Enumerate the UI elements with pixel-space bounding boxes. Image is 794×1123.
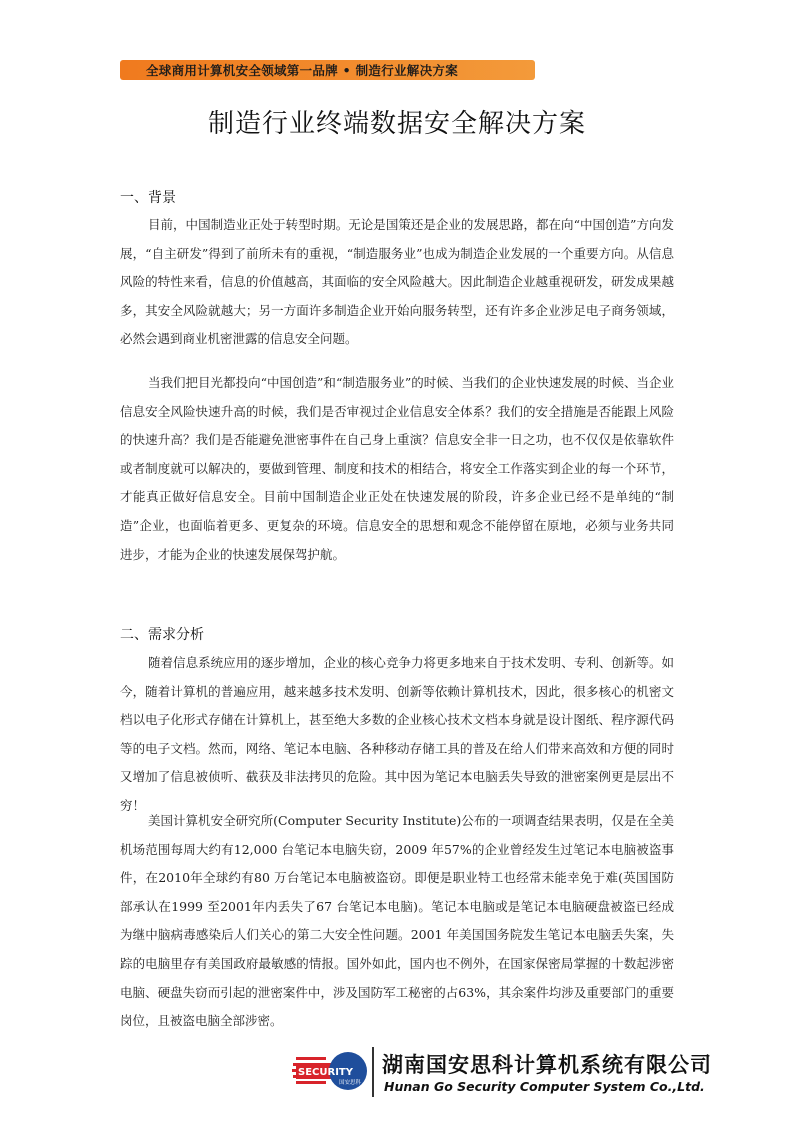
company-name-cn: 湖南国安思科计算机系统有限公司: [382, 1053, 712, 1077]
paragraph-background-2: 当我们把目光都投向“中国创造”和“制造服务业”的时候、当我们的企业快速发展的时候、当企业信息安全风险快速升高的时候，我们是否审视过企业信息安全体系？我们的安全措施是否能跟上风险的快速升高？我们是否能避免泄密事件在自己身上重演？信息安全非一日之功，也不仅仅是依靠软件或者制度就可以解决的，要做到管理、制度和技术的相结合，将安全工作落实到企业的每一个环节，才能真正做好信息安全。目前中国制造企业正处在快速发展的阶段，许多企业已经不是单纯的“制造”企业，也面临着更多、更复杂的环境。信息安全的思想和观念不能停留在原地，必须与业务共同进步，才能为企业的快速发展保驾护航。: [120, 375, 674, 562]
document-title: 制造行业终端数据安全解决方案: [207, 109, 586, 139]
banner-text: 全球商用计算机安全领域第一品牌 • 制造行业解决方案: [146, 63, 458, 78]
paragraph-background-1: 目前，中国制造业正处于转型时期。无论是国策还是企业的发展思路，都在向“中国创造”方向发展，“自主研发”得到了前所未有的重视，“制造服务业”也成为制造企业发展的一个重要方向。从信息风险的特性来看，信息的价值越高，其面临的安全风险越大。因此制造企业越重视研发，研发成果越多，其安全风险就越大；另一方面许多制造企业开始向服务转型，还有许多企业涉足电子商务领域，必然会遇到商业机密泄露的信息安全问题。: [120, 217, 674, 347]
logo-wordmark: SECURITY: [298, 1067, 353, 1078]
company-logo: [292, 1048, 370, 1094]
header-banner: [120, 60, 535, 80]
company-footer: [292, 1043, 712, 1105]
company-name-en: Hunan Go Security Computer System Co.,Ltd.: [384, 1079, 705, 1094]
section-heading-background: 一、背景: [120, 190, 176, 206]
paragraph-requirements-1: 随着信息系统应用的逐步增加，企业的核心竞争力将更多地来自于技术发明、专利、创新等。如今，随着计算机的普遍应用，越来越多技术发明、创新等依赖计算机技术，因此，很多核心的机密文档以电子化形式存储在计算机上，甚至绝大多数的企业核心技术文档本身就是设计图纸、程序源代码等的电子文档。然而，网络、笔记本电脑、各种移动存储工具的普及在给人们带来高效和方便的同时又增加了信息被侦听、截获及非法拷贝的危险。其中因为笔记本电脑丢失导致的泄密案例更是层出不穷！: [120, 655, 674, 813]
logo-subtext: 国安思科: [339, 1080, 362, 1086]
footer-divider: [372, 1047, 374, 1097]
paragraph-requirements-2: 美国计算机安全研究所(Computer Security Institute)公布的一项调查结果表明，仅是在全美机场范围每周大约有12,000 台笔记本电脑失窃，2009 年57%的企业曾经发生过笔记本电脑被盗事件，在2010年全球约有80 万台笔记本电脑被盗窃。即便是职业特工也经常未能幸免于难(英国国防部承认在1999 至2001年内丢失了67 台笔记本电脑)。笔记本电脑或是笔记本电脑硬盘被盗已经成为继中脑病毒感染后人们关心的第二大安全性问题。2001 年美国国务院发生笔记本电脑丢失案，失踪的电脑里存有美国政府最敏感的情报。国外如此，国内也不例外，在国家保密局掌握的十数起涉密电脑、硬盘失窃而引起的泄密案件中，涉及国防军工秘密的占63%，其余案件均涉及重要部门的重要岗位，且被盗电脑全部涉密。: [120, 813, 674, 1029]
section-heading-requirements: 二、需求分析: [120, 627, 204, 643]
